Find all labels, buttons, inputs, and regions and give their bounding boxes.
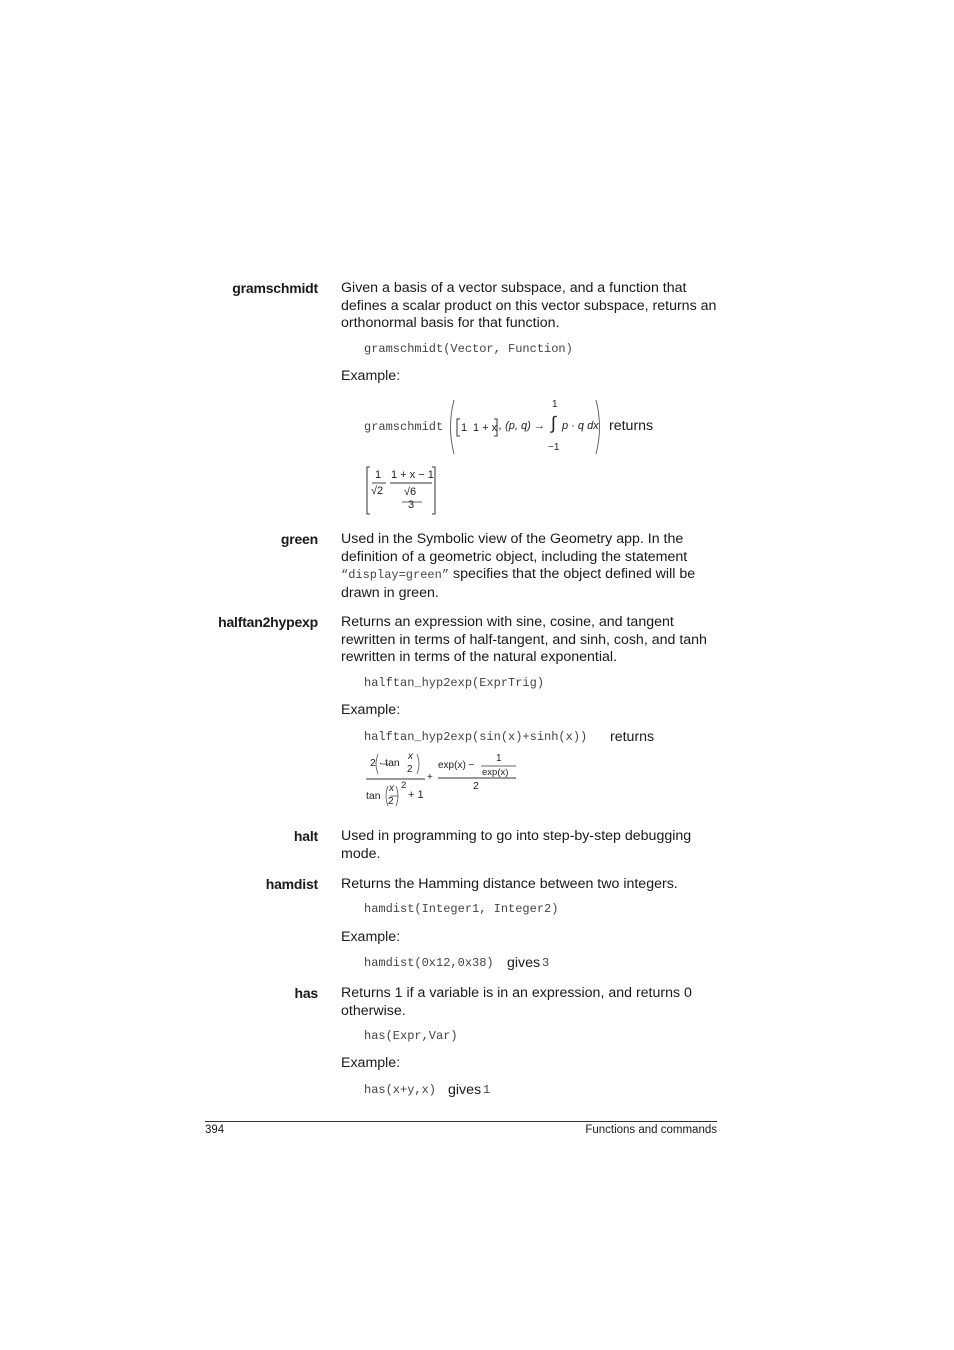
ht-2-lower: 2 — [388, 796, 394, 807]
page-number: 394 — [205, 1124, 225, 1136]
ht-two: 2 — [473, 780, 479, 792]
gs-vec-a: 1 — [461, 422, 468, 434]
term-gramschmidt: gramschmidt — [232, 280, 318, 296]
gs-args: , (p, q) → — [499, 420, 545, 432]
desc-hamdist: Returns the Hamming distance between two integers. — [341, 876, 678, 892]
gs-r1-num: 1 — [375, 469, 382, 481]
ht-tan: tan — [366, 790, 381, 802]
gs-integral-sign: ∫ — [551, 413, 556, 433]
desc-green-a: Used in the Symbolic view of the Geometry app. In the definition of a geometric object, including the statement — [341, 531, 688, 565]
term-halt: halt — [293, 828, 318, 844]
syntax-halftan2hypexp: halftan_hyp2exp(ExprTrig) — [364, 676, 545, 690]
desc-green — [341, 531, 721, 602]
desc-halt: Used in programming to go into step-by-step debugging mode. — [341, 828, 692, 862]
ht-x-numerator: x — [408, 751, 413, 762]
gs-upper-limit: 1 — [552, 399, 558, 410]
syntax-hamdist: hamdist(Integer1, Integer2) — [364, 902, 559, 916]
desc-halftan2hypexp: Returns an expression with sine, cosine, and tangent rewritten in terms of half-tangent, and sinh, cosh, and tanh rewritten in terms of the natural exponential. — [341, 614, 707, 666]
gives-has: gives — [448, 1082, 482, 1098]
gs-integrand: p · q dx — [562, 420, 599, 432]
ht-2-denominator: 2 — [407, 764, 413, 775]
term-hamdist: hamdist — [265, 876, 318, 892]
gs-r1-den: √2 — [371, 485, 384, 497]
ht-plus: + — [427, 772, 433, 783]
gs-r2-den-den: 3 — [408, 499, 415, 511]
example-code-halftan2hypexp: halftan_hyp2exp(sin(x)+sinh(x)) — [364, 730, 588, 744]
desc-gramschmidt: Given a basis of a vector subspace, and a function that defines a scalar product on this vector subspace, returns an orthonormal basis for that function. — [341, 280, 717, 332]
ht-two-tan: 2 · tan — [370, 757, 400, 769]
footer-rule — [205, 1121, 717, 1122]
term-green: green — [280, 531, 318, 547]
result-hamdist: 3 — [542, 956, 550, 970]
gives-hamdist: gives — [507, 955, 541, 971]
example-code-gramschmidt: gramschmidt — [364, 420, 444, 434]
syntax-gramschmidt: gramschmidt(Vector, Function) — [364, 342, 573, 356]
returns-halftan2hypexp: returns — [610, 729, 655, 745]
ht-exp: exp(x) − — [438, 760, 475, 771]
example-code-has: has(x+y,x) — [364, 1083, 437, 1097]
example-label-gramschmidt: Example: — [341, 368, 401, 384]
footer-section: Functions and commands — [585, 1124, 717, 1136]
ht-squared: 2 — [401, 780, 407, 791]
gs-lower-limit: −1 — [548, 442, 560, 453]
desc-green-b: specifies that the object defined will be drawn in green. — [341, 566, 696, 601]
example-code-hamdist: hamdist(0x12,0x38) — [364, 956, 494, 970]
gs-r2-num: 1 + x − 1 — [391, 469, 434, 481]
returns-gramschmidt: returns — [609, 418, 654, 434]
example-label-has: Example: — [341, 1055, 401, 1071]
ht-one: 1 — [496, 753, 502, 764]
gs-vec-b: 1 + x — [473, 422, 498, 434]
gs-r2-den-num: √6 — [404, 486, 417, 498]
desc-has: Returns 1 if a variable is in an expression, and returns 0 otherwise. — [341, 985, 692, 1019]
ht-expx: exp(x) — [482, 767, 509, 778]
term-halftan2hypexp: halftan2hypexp — [218, 614, 318, 630]
ht-plus-one: + 1 — [408, 789, 424, 801]
syntax-has: has(Expr,Var) — [364, 1029, 458, 1043]
example-label-halftan2hypexp: Example: — [341, 702, 401, 718]
result-has: 1 — [483, 1083, 491, 1097]
desc-green-code: “display=green” — [341, 568, 450, 583]
example-label-hamdist: Example: — [341, 929, 401, 945]
ht-x-lower: x — [389, 783, 394, 794]
term-has: has — [294, 985, 318, 1001]
